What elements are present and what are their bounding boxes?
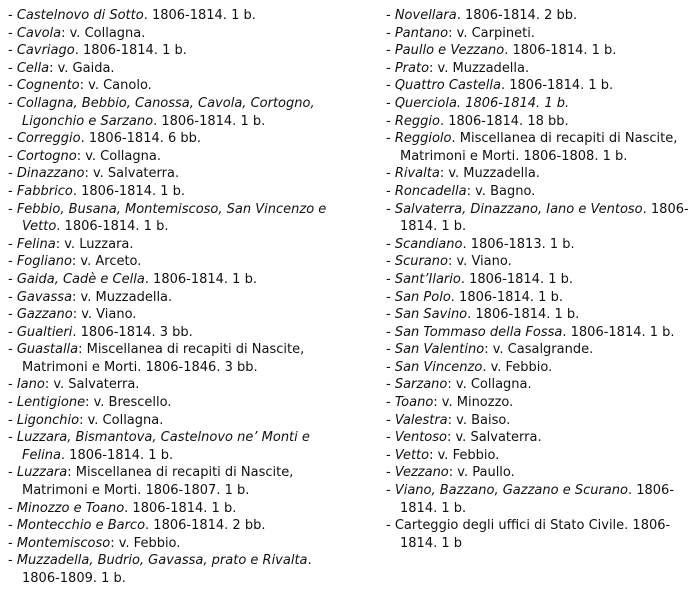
index-entry: - Cella: v. Gaida. [8, 60, 115, 76]
entry-place-name: Viano, Bazzano, Gazzano e Scurano [394, 483, 628, 499]
index-entry: - Reggiolo. Miscellanea di recapiti di Nascite, Matrimoni e Morti. 1806-1808. 1 b. [386, 131, 678, 164]
entry-place-name: Sant’Ilario [394, 271, 461, 287]
index-entry: - Correggio. 1806-1814. 6 bb. [8, 131, 202, 147]
index-entry: - San Vincenzo. v. Febbio. [386, 359, 553, 375]
entry-details: : v. Muzzadella. [429, 60, 530, 76]
entry-details: . 1806-1814. 2 bb. [456, 8, 578, 23]
entry-place-name: Fabbrico [16, 183, 73, 199]
index-entry: - Salvaterra, Dinazzano, Iano e Ventoso. 1806-1814. 1 b. [386, 201, 689, 235]
entry-place-name: Vetto [394, 447, 430, 463]
entry-place-name: Febbio, Busana, Montemiscoso, San Vincenzo e Vetto [16, 201, 327, 235]
entry-details: . 1806-1814. 1 b. [400, 483, 675, 516]
index-entry: - San Polo. 1806-1814. 1 b. [386, 289, 563, 305]
entry-place-name: Fogliano [16, 254, 72, 270]
entry-details: : v. Baiso. [447, 412, 511, 428]
entry-details: : v. Collagna. [61, 25, 146, 41]
entry-details: . 1806-1814. 1 b. [501, 78, 614, 94]
entry-place-name: Gazzano [16, 307, 73, 323]
index-entry: - Ventoso: v. Salvaterra. [386, 430, 542, 446]
entry-place-name: Correggio [16, 131, 81, 147]
index-entry: - Iano: v. Salvaterra. [8, 377, 140, 393]
entry-details: : v. Carpineti. [448, 25, 535, 41]
index-entry: - Vetto: v. Febbio. [386, 447, 500, 463]
index-entry: - San Tommaso della Fossa. 1806-1814. 1 b. [386, 324, 675, 340]
index-entry: - Luzzara: Miscellanea di recapiti di Nascite, Matrimoni e Morti. 1806-1807. 1 b. [8, 465, 294, 499]
entry-details: : v. Arceto. [71, 254, 142, 270]
entry-place-name: Toano [394, 395, 434, 411]
entry-place-name: Collagna, Bebbio, Canossa, Cavola, Cortogno, Ligonchio e Sarzano [16, 95, 315, 129]
left-column-list [8, 7, 338, 588]
entry-details: . 1806-1814. 1 b. [153, 113, 266, 129]
index-entry: - Quattro Castella. 1806-1814. 1 b. [386, 78, 614, 94]
index-entry: - Dinazzano: v. Salvaterra. [8, 166, 180, 182]
entry-details: . 1806-1814. 6 bb. [80, 131, 202, 147]
entry-place-name: San Valentino [394, 342, 485, 358]
entry-place-name: Gaida, Cadè e Cella [16, 271, 145, 287]
entry-details: : v. Minozzo. [433, 395, 514, 411]
entry-details: : v. Salvaterra. [446, 430, 542, 446]
entry-details: . 1806-1814. 2 bb. [145, 518, 266, 534]
index-entry: - Minozzo e Toano. 1806-1814. 1 b. [8, 500, 237, 516]
entry-details: . 1806-1813. 1 b. [462, 236, 575, 252]
entry-place-name: Montecchio e Barco [16, 518, 146, 534]
index-entry: - Pantano: v. Carpineti. [386, 25, 535, 41]
entry-details: . 1806-1809. 1 b. [22, 553, 312, 586]
entry-place-name: Luzzara [16, 465, 68, 481]
right-column-list [386, 7, 696, 552]
entry-details: : v. Muzzadella. [439, 166, 540, 182]
index-entry: - Novellara. 1806-1814. 2 bb. [386, 8, 578, 23]
entry-place-name: Castelnovo di Sotto [16, 8, 144, 23]
entry-place-name: Cella [16, 60, 50, 76]
entry-details: . 1806-1814. 1 b. [460, 271, 574, 287]
index-entry: - Sant’Ilario. 1806-1814. 1 b. [386, 271, 574, 287]
index-entry: - Carteggio degli uffici di Stato Civile. 1806-1814. 1 b [386, 518, 671, 551]
entry-details: . 1806-1814. 1 b. [504, 43, 617, 59]
entry-place-name: Ventoso [394, 430, 447, 446]
entry-place-name: Cavola [16, 25, 62, 41]
entry-details: Carteggio degli uffici di Stato Civile. 1806-1814. 1 b [394, 518, 671, 551]
entry-place-name: Valestra [394, 412, 448, 428]
entry-place-name: Muzzadella, Budrio, Gavassa, prato e Rivalta [16, 553, 308, 569]
index-entry: - Roncadella: v. Bagno. [386, 183, 536, 199]
entry-place-name: Reggiolo [394, 131, 452, 147]
entry-details: . 1806-1814. 1 b. [467, 307, 580, 323]
index-entry: - Viano, Bazzano, Gazzano e Scurano. 1806-1814. 1 b. [386, 483, 675, 516]
index-entry: - Cavriago. 1806-1814. 1 b. [8, 43, 187, 59]
entry-details: : v. Febbio. [110, 535, 181, 551]
entry-place-name: San Polo [394, 289, 451, 305]
entry-details: : v. Casalgrande. [484, 342, 594, 358]
entry-details: : v. Luzzara. [55, 236, 134, 252]
index-entry: - Reggio. 1806-1814. 18 bb. [386, 113, 569, 129]
entry-details: : v. Salvaterra. [44, 377, 140, 393]
index-entry: - Scandiano. 1806-1813. 1 b. [386, 236, 575, 252]
entry-details: . 1806-1814. 1 b. [124, 500, 237, 516]
index-entry: - Muzzadella, Budrio, Gavassa, prato e Rivalta. 1806-1809. 1 b. [8, 553, 312, 586]
entry-place-name: Vezzano [394, 465, 449, 481]
entry-place-name: Scandiano [394, 236, 463, 252]
entry-details: . 1806-1814. 1 b. [400, 201, 689, 235]
index-entry: - Gualtieri. 1806-1814. 3 bb. [8, 324, 193, 340]
index-entry: - Guastalla: Miscellanea di recapiti di Nascite, Matrimoni e Morti. 1806-1846. 3 bb. [8, 342, 305, 375]
index-entry: - Querciola. 1806-1814. 1 b. [386, 95, 570, 111]
index-entry: - Prato: v. Muzzadella. [386, 60, 530, 76]
index-entry: - Castelnovo di Sotto. 1806-1814. 1 b. [8, 8, 256, 23]
index-entry: - San Savino. 1806-1814. 1 b. [386, 307, 580, 323]
entry-details: : Miscellanea di recapiti di Nascite, Matrimoni e Morti. 1806-1807. 1 b. [22, 465, 294, 499]
index-entry: - Felina: v. Luzzara. [8, 236, 134, 252]
entry-place-name: Cognento [16, 78, 80, 94]
entry-place-name: Reggio [394, 113, 440, 129]
entry-details: : v. Viano. [447, 254, 512, 270]
entry-place-name: Guastalla [16, 342, 79, 358]
entry-details: . 1806-1814. 1 b. [72, 183, 186, 199]
index-entry: - Collagna, Bebbio, Canossa, Cavola, Cortogno, Ligonchio e Sarzano. 1806-1814. 1 b. [8, 95, 315, 129]
entry-place-name: Sarzano [394, 377, 448, 393]
index-entry: - Valestra: v. Baiso. [386, 412, 511, 428]
entry-details: . 1806-1814. 1 b. [562, 324, 675, 340]
entry-place-name: Minozzo e Toano [16, 500, 125, 516]
index-entry: - Cortogno: v. Collagna. [8, 148, 161, 164]
entry-place-name: Rivalta [394, 166, 440, 182]
index-entry: - Gaida, Cadè e Cella. 1806-1814. 1 b. [8, 271, 257, 287]
index-entry: - Febbio, Busana, Montemiscoso, San Vincenzo e Vetto. 1806-1814. 1 b. [8, 201, 327, 235]
entry-details: : v. Brescello. [85, 395, 172, 411]
entry-place-name: Gavassa [16, 289, 73, 305]
index-entry: - Toano: v. Minozzo. [386, 395, 514, 411]
index-entry: - Vezzano: v. Paullo. [386, 465, 515, 481]
entry-place-name: Paullo e Vezzano [394, 43, 505, 59]
index-entry: - Fogliano: v. Arceto. [8, 254, 142, 270]
index-entry: - Fabbrico. 1806-1814. 1 b. [8, 183, 186, 199]
entry-place-name: Prato [394, 60, 430, 76]
entry-details: . 1806-1814. 1 b. [450, 289, 563, 305]
index-entry: - Gavassa: v. Muzzadella. [8, 289, 173, 305]
index-entry: - Luzzara, Bismantova, Castelnovo ne’ Monti e Felina. 1806-1814. 1 b. [8, 430, 310, 463]
entry-place-name: Quattro Castella [394, 78, 501, 94]
index-entry: - Gazzano: v. Viano. [8, 307, 137, 323]
index-entry: - San Valentino: v. Casalgrande. [386, 342, 594, 358]
entry-place-name: Dinazzano [16, 166, 85, 182]
entry-place-name: Scurano [394, 254, 448, 270]
entry-details: : v. Salvaterra. [84, 166, 180, 182]
index-entry: - Montemiscoso: v. Febbio. [8, 535, 181, 551]
entry-details: : v. Canolo. [79, 78, 152, 94]
entry-details: . 1806-1814. 18 bb. [439, 113, 569, 129]
index-entry: - Paullo e Vezzano. 1806-1814. 1 b. [386, 43, 617, 59]
entry-details: : v. Gaida. [49, 60, 115, 76]
entry-details: : v. Muzzadella. [72, 289, 173, 305]
entry-details: : v. Collagna. [447, 377, 532, 393]
entry-details: . 1806-1814. 1 b. [143, 8, 256, 23]
entry-details: : v. Collagna. [79, 412, 164, 428]
entry-place-name: San Vincenzo [394, 359, 483, 375]
entry-place-name: Ligonchio [16, 412, 80, 428]
entry-place-name: Salvaterra, Dinazzano, Iano e Ventoso [394, 201, 643, 217]
entry-details: : v. Bagno. [466, 183, 536, 199]
index-entry: - Rivalta: v. Muzzadella. [386, 166, 540, 182]
entry-details: . 1806-1814. 3 bb. [72, 324, 193, 340]
entry-place-name: Lentigione [16, 395, 86, 411]
entry-details: . 1806-1814. 1 b. [74, 43, 187, 59]
entry-place-name: San Savino [394, 307, 468, 323]
entry-details: . Miscellanea di recapiti di Nascite, Matrimoni e Morti. 1806-1808. 1 b. [400, 131, 678, 164]
entry-place-name: Felina [16, 236, 56, 252]
index-entry: - Cavola: v. Collagna. [8, 25, 146, 41]
entry-details: : v. Febbio. [429, 447, 500, 463]
entry-details: : Miscellanea di recapiti di Nascite, Matrimoni e Morti. 1806-1846. 3 bb. [22, 342, 305, 375]
index-entry: - Sarzano: v. Collagna. [386, 377, 532, 393]
index-entry: - Montecchio e Barco. 1806-1814. 2 bb. [8, 518, 266, 534]
index-entry: - Scurano: v. Viano. [386, 254, 512, 270]
entry-details: . 1806-1814. 1 b. [56, 219, 169, 235]
index-entry: - Lentigione: v. Brescello. [8, 395, 172, 411]
entry-place-name: Novellara [394, 8, 457, 23]
entry-place-name: Querciola. 1806-1814. 1 b. [394, 95, 570, 111]
entry-place-name: Roncadella [394, 183, 467, 199]
entry-details: : v. Collagna. [76, 148, 161, 164]
entry-details: . 1806-1814. 1 b. [60, 447, 174, 463]
entry-details: . v. Febbio. [482, 359, 553, 375]
entry-place-name: Montemiscoso [16, 535, 111, 551]
entry-details: : v. Viano. [72, 307, 137, 323]
entry-place-name: Pantano [394, 25, 449, 41]
index-entry: - Ligonchio: v. Collagna. [8, 412, 164, 428]
entry-place-name: Cortogno [16, 148, 77, 164]
entry-place-name: Gualtieri [16, 324, 73, 340]
entry-place-name: San Tommaso della Fossa [394, 324, 563, 340]
entry-place-name: Cavriago [16, 43, 75, 59]
entry-details: . 1806-1814. 1 b. [144, 271, 257, 287]
entry-place-name: Iano [16, 377, 45, 393]
entry-details: : v. Paullo. [448, 465, 515, 481]
entry-place-name: Luzzara, Bismantova, Castelnovo ne’ Monti e Felina [16, 430, 310, 463]
index-entry: - Cognento: v. Canolo. [8, 78, 152, 94]
